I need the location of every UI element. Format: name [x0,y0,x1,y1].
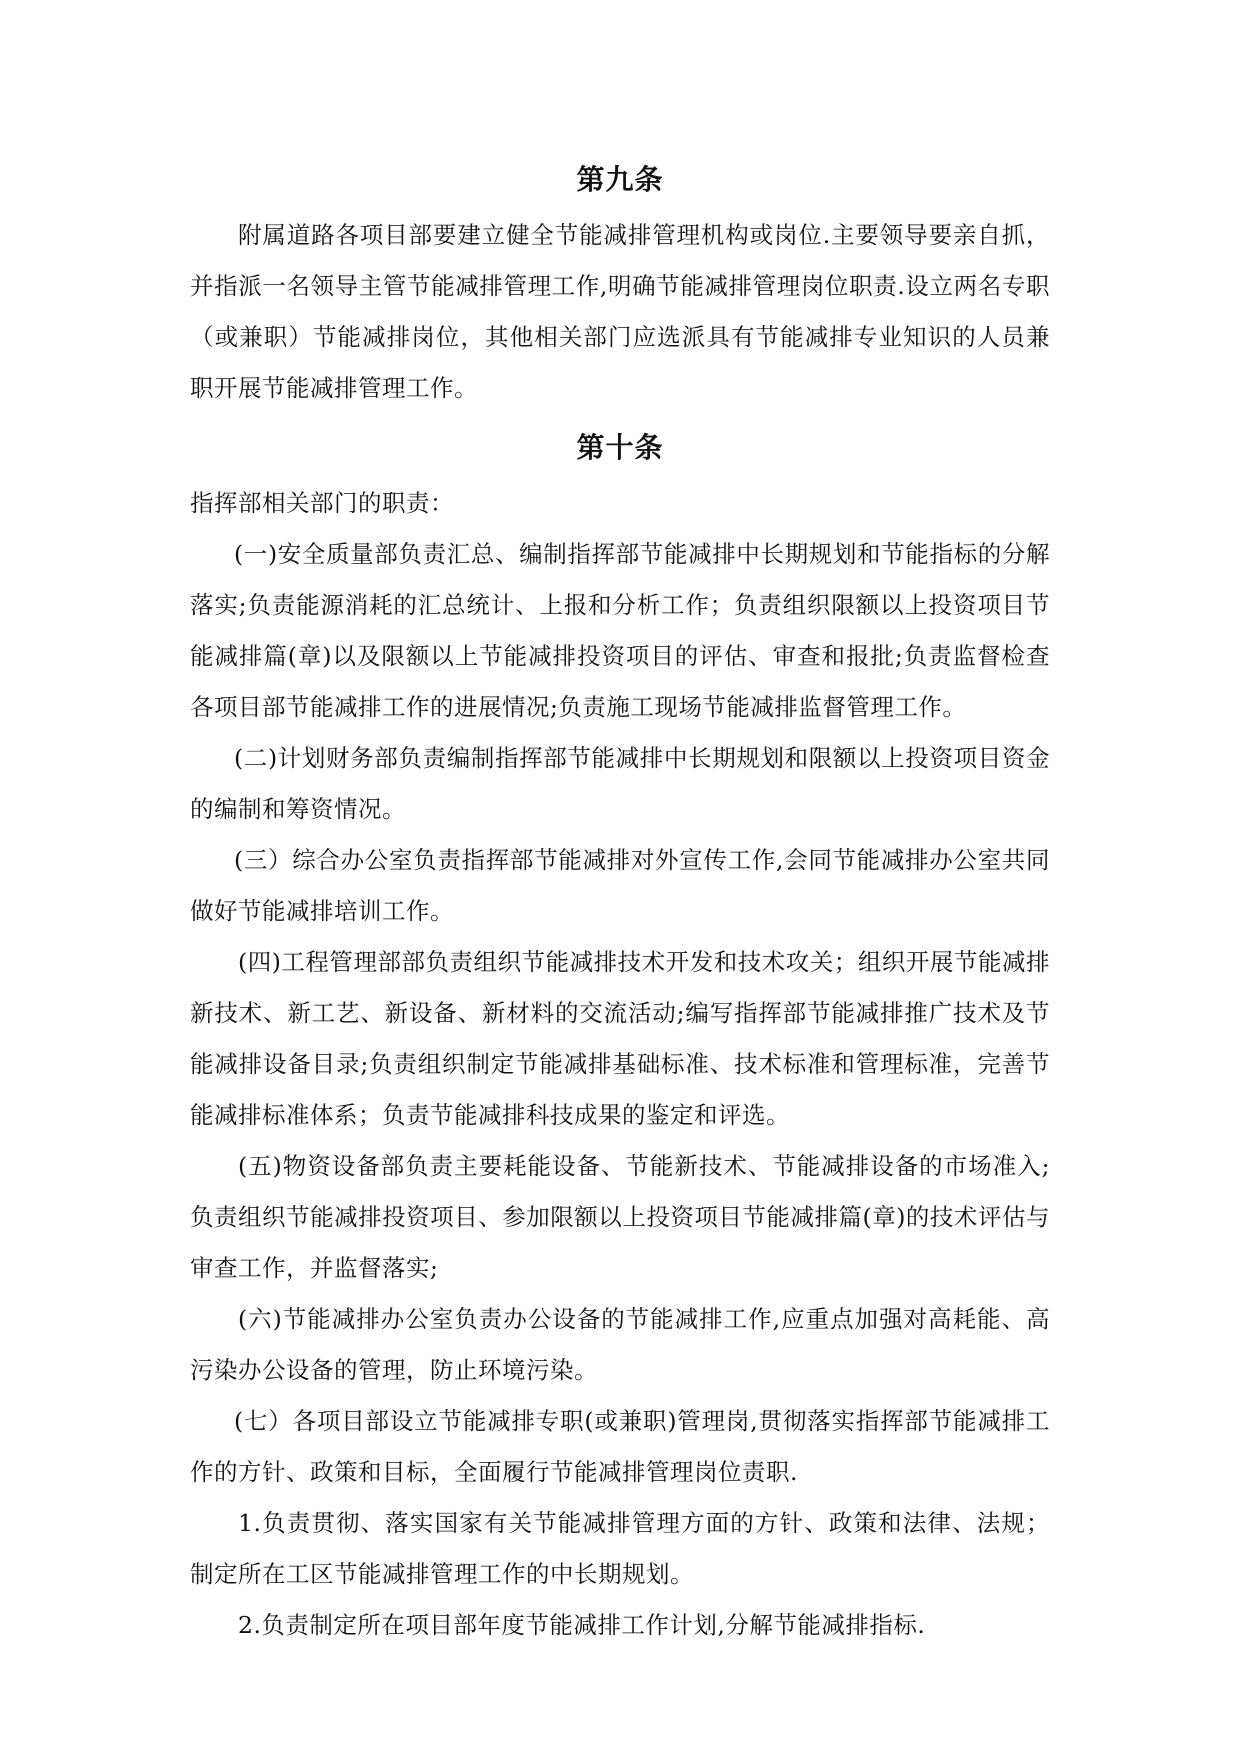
duty-item-2: (二)计划财务部负责编制指挥部节能减排中长期规划和限额以上投资项目资金的编制和筹资情况。 [190,744,1050,823]
sub-duty-1: 1.负责贯彻、落实国家有关节能减排管理方面的方针、政策和法律、法规；制定所在工区节能减排管理工作的中长期规划。 [190,1509,1050,1588]
duty-item-6: (六)节能减排办公室负责办公设备的节能减排工作,应重点加强对高耗能、高污染办公设备的管理，防止环境污染。 [190,1305,1050,1384]
duty-item-5: (五)物资设备部负责主要耗能设备、节能新技术、节能减排设备的市场准入;负责组织节能减排投资项目、参加限额以上投资项目节能减排篇(章)的技术评估与审查工作，并监督落实; [190,1152,1050,1282]
article-9-title: 第九条 [576,163,664,196]
article-10-intro: 指挥部相关部门的职责： [190,489,454,517]
document-page [190,160,1050,1651]
duty-item-7: (七）各项目部设立节能减排专职(或兼职)管理岗,贯彻落实指挥部节能减排工作的方针、政策和目标，全面履行节能减排管理岗位责职. [190,1407,1050,1486]
duty-item-1: (一)安全质量部负责汇总、编制指挥部节能减排中长期规划和节能指标的分解落实;负责能源消耗的汇总统计、上报和分析工作；负责组织限额以上投资项目节能减排篇(章)以及限额以上节能减排投资项目的评估、审查和报批;负责监督检查各项目部节能减排工作的进展情况;负责施工现场节能减排监督管理工作。 [190,540,1050,721]
article-9-body: 附属道路各项目部要建立健全节能减排管理机构或岗位.主要领导要亲自抓，并指派一名领导主管节能减排管理工作,明确节能减排管理岗位职责.设立两名专职（或兼职）节能减排岗位，其他相关部门应选派具有节能减排专业知识的人员兼职开展节能减排管理工作。 [190,221,1050,402]
article-10-title: 第十条 [576,431,664,464]
sub-duty-2: 2.负责制定所在项目部年度节能减排工作计划,分解节能减排指标. [238,1611,926,1639]
duty-item-4: (四)工程管理部部负责组织节能减排技术开发和技术攻关；组织开展节能减排新技术、新工艺、新设备、新材料的交流活动;编写指挥部节能减排推广技术及节能减排设备目录;负责组织制定节能减排基础标准、技术标准和管理标准，完善节能减排标准体系；负责节能减排科技成果的鉴定和评选。 [190,948,1050,1129]
duty-item-3: (三）综合办公室负责指挥部节能减排对外宣传工作,会同节能减排办公室共同做好节能减排培训工作。 [190,846,1050,925]
